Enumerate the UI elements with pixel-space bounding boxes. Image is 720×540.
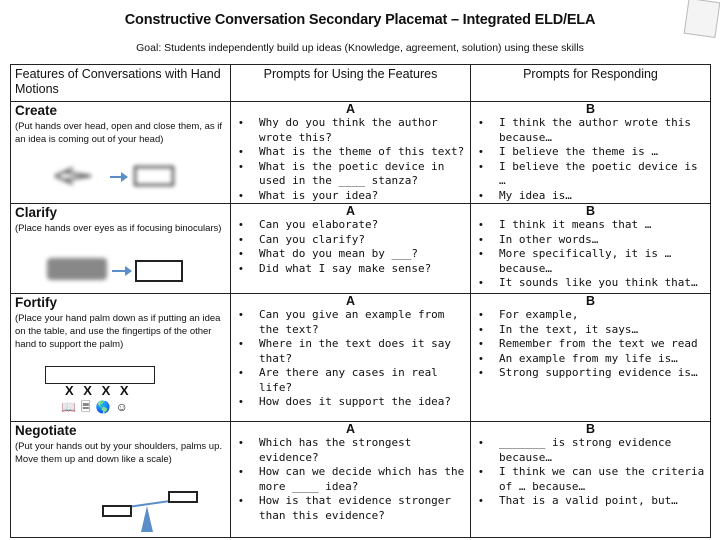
- feature-description: (Put your hands out by your shoulders, palms up. Move them up and down like a scale): [15, 441, 223, 465]
- feature-cell-create: [11, 102, 231, 204]
- arrow-head-icon: [125, 266, 132, 276]
- column-letter-a: A: [345, 422, 356, 436]
- list-item: • How is that evidence stronger than this evidence?: [259, 494, 466, 523]
- response-list: [471, 308, 710, 381]
- responses-cell-negotiate: [471, 422, 711, 538]
- list-item: • Which has the strongest evidence?: [259, 436, 466, 465]
- list-item: • More specifically, it is … because…: [499, 247, 706, 276]
- list-item: • In the text, it says…: [499, 323, 706, 338]
- list-item: • What do you mean by ___?: [259, 247, 466, 262]
- row-clarify: [11, 204, 711, 294]
- idea-hands-icon: [51, 164, 103, 188]
- list-item: • Are there any cases in real life?: [259, 366, 466, 395]
- prompts-cell-create: [231, 102, 471, 204]
- feature-cell-clarify: [11, 204, 231, 294]
- list-item: • How can we decide which has the more ____ idea?: [259, 465, 466, 494]
- feature-name: Create: [15, 103, 58, 118]
- goal-text: Goal: Students independently build up ideas (Knowledge, agreement, solution) using these skills: [136, 42, 584, 54]
- list-item: • Where in the text does it say that?: [259, 337, 466, 366]
- prompts-cell-negotiate: [231, 422, 471, 538]
- feature-description: (Place your hand palm down as if putting an idea on the table, and use the fingertips of the other hand to support the palm): [15, 313, 221, 350]
- list-item: • I believe the poetic device is …: [499, 160, 706, 189]
- list-item: • I think the author wrote this because…: [499, 116, 706, 145]
- feature-name: Clarify: [15, 205, 58, 220]
- column-header-prompts: Prompts for Using the Features: [231, 65, 471, 102]
- feature-name: Negotiate: [15, 423, 77, 438]
- feature-cell-negotiate: [11, 422, 231, 538]
- list-item: • How does it support the idea?: [259, 395, 466, 410]
- row-negotiate: [11, 422, 711, 538]
- scale-icon: [101, 488, 201, 540]
- responses-cell-clarify: [471, 204, 711, 294]
- feature-description: (Put hands over head, open and close them, as if an idea is coming out of your head): [15, 121, 223, 145]
- column-letter-a: A: [345, 204, 356, 218]
- list-item: • Can you give an example from the text?: [259, 308, 466, 337]
- response-list: [471, 218, 710, 291]
- prompts-cell-clarify: [231, 204, 471, 294]
- prompt-list: [231, 218, 470, 276]
- prompt-list: [231, 308, 470, 410]
- list-item: • Did what I say make sense?: [259, 262, 466, 277]
- support-icons: [61, 398, 133, 419]
- column-header-features: Features of Conversations with Hand Motions: [11, 65, 231, 102]
- column-letter-b: B: [585, 102, 596, 116]
- placemat-table: [10, 64, 711, 538]
- page-corner-icon: [684, 0, 720, 38]
- responses-cell-fortify: [471, 294, 711, 422]
- column-letter-b: B: [585, 422, 596, 436]
- row-fortify: [11, 294, 711, 422]
- binoculars-icon: [47, 258, 107, 280]
- list-item: • It sounds like you think that…: [499, 276, 706, 291]
- page-title: Constructive Conversation Secondary Placemat – Integrated ELD/ELA: [124, 12, 596, 28]
- list-item: • Strong supporting evidence is…: [499, 366, 706, 381]
- list-item: • For example,: [499, 308, 706, 323]
- prompts-cell-fortify: [231, 294, 471, 422]
- list-item: • My idea is…: [499, 189, 706, 204]
- globe-icon: 🌎: [95, 400, 116, 414]
- list-item: • _______ is strong evidence because…: [499, 436, 706, 465]
- prompt-list: [231, 436, 470, 523]
- arrow-head-icon: [121, 172, 128, 182]
- prompt-list: [231, 116, 470, 203]
- feature-cell-fortify: [11, 294, 231, 422]
- response-list: [471, 116, 710, 203]
- list-item: • Can you elaborate?: [259, 218, 466, 233]
- table-top-icon: [45, 366, 155, 384]
- list-item: • I think it means that …: [499, 218, 706, 233]
- list-item: • I believe the theme is …: [499, 145, 706, 160]
- feature-name: Fortify: [15, 295, 57, 310]
- arrow-icon: [112, 270, 126, 272]
- document-icon: 🗏: [80, 400, 96, 414]
- list-item: • Why do you think the author wrote this?: [259, 116, 466, 145]
- header-row: [11, 65, 711, 102]
- list-item: • That is a valid point, but…: [499, 494, 706, 509]
- list-item: • I think we can use the criteria of … because…: [499, 465, 706, 494]
- list-item: • An example from my life is…: [499, 352, 706, 367]
- list-item: • Can you clarify?: [259, 233, 466, 248]
- column-letter-b: B: [585, 294, 596, 308]
- row-create: [11, 102, 711, 204]
- idea-box-icon: [134, 166, 174, 186]
- response-list: [471, 436, 710, 509]
- list-item: • What is the poetic device in used in the ____ stanza?: [259, 160, 466, 189]
- list-item: • What is your idea?: [259, 189, 466, 204]
- smiley-icon: ☺: [115, 400, 133, 414]
- table-legs: X X X X: [65, 383, 132, 398]
- focus-box-icon: [135, 260, 183, 282]
- column-letter-b: B: [585, 204, 596, 218]
- list-item: • Remember from the text we read: [499, 337, 706, 352]
- feature-description: (Place hands over eyes as if focusing binoculars): [15, 223, 222, 234]
- list-item: • In other words…: [499, 233, 706, 248]
- column-letter-a: A: [345, 294, 356, 308]
- column-letter-a: A: [345, 102, 356, 116]
- column-header-responding: Prompts for Responding: [471, 65, 711, 102]
- book-icon: 📖: [61, 400, 81, 414]
- list-item: • What is the theme of this text?: [259, 145, 466, 160]
- responses-cell-create: [471, 102, 711, 204]
